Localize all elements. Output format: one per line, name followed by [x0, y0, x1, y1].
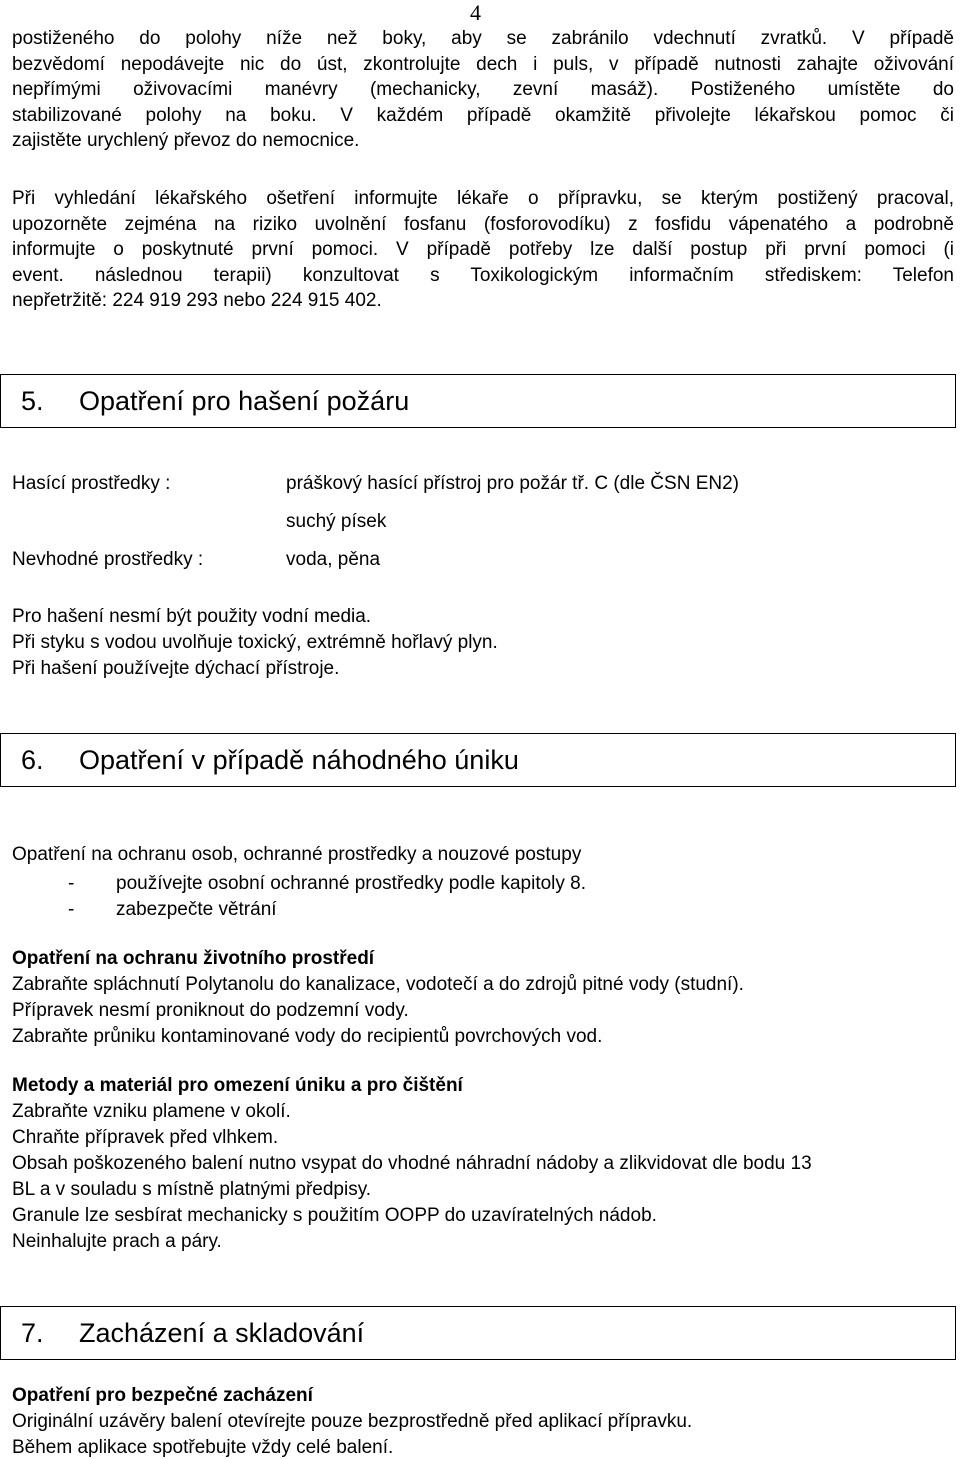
- text-line: zajistěte urychlený převoz do nemocnice.: [12, 130, 360, 152]
- extinguishing-media-value: práškový hasící přístroj pro požár tř. C (dle ČSN EN2): [286, 473, 739, 494]
- cleanup-line: Neinhalujte prach a páry.: [12, 1231, 222, 1252]
- section-5-heading: [0, 374, 956, 428]
- text-line: informujte o poskytnuté první pomoci. V případě potřeby lze další postup při první pomoci (i: [12, 239, 954, 261]
- list-item: zabezpečte větrání: [116, 899, 277, 920]
- text-line: nepřímými oživovacími manévry (mechanicky, zevní masáž). Postiženého umístěte do: [12, 79, 954, 101]
- fire-note: Při hašení používejte dýchací přístroje.: [12, 658, 340, 679]
- section-title: Zacházení a skladování: [79, 1317, 365, 1348]
- handling-line: Během aplikace spotřebujte vždy celé balení.: [12, 1437, 394, 1458]
- cleanup-line: Granule lze sesbírat mechanicky s použitím OOPP do uzavíratelných nádob.: [12, 1205, 657, 1226]
- fire-note: Při styku s vodou uvolňuje toxický, extrémně hořlavý plyn.: [12, 632, 498, 653]
- section-number: 6.: [21, 744, 44, 775]
- page-number: 4: [470, 0, 481, 25]
- env-line: Zabraňte spláchnutí Polytanolu do kanalizace, vodotečí a do zdrojů pitné vody (studní).: [12, 974, 744, 995]
- extinguishing-media-value: suchý písek: [286, 511, 387, 532]
- section-7-heading: [0, 1306, 956, 1360]
- list-item: -: [68, 899, 75, 920]
- medical-info-paragraph: [12, 186, 954, 314]
- section-6-heading: [0, 733, 956, 787]
- text-line: postiženého do polohy níže než boky, aby se zabránilo vdechnutí zvratků. V případě: [12, 28, 954, 49]
- text-line: Při vyhledání lékařského ošetření informujte lékaře o přípravku, se kterým postižený pracoval,: [12, 188, 954, 209]
- env-line: Přípravek nesmí proniknout do podzemní vody.: [12, 1000, 409, 1021]
- text-line: nepřetržitě: 224 919 293 nebo 224 915 402.: [12, 290, 382, 312]
- cleanup-methods-heading: Metody a materiál pro omezení úniku a pro čištění: [12, 1075, 463, 1096]
- extinguishing-media-label: Hasící prostředky :: [12, 473, 171, 494]
- list-item: používejte osobní ochranné prostředky podle kapitoly 8.: [116, 873, 587, 894]
- text-line: upozorněte zejména na riziko uvolnění fosfanu (fosforovodíku) z fosfidu vápenatého a podrobně: [12, 213, 954, 235]
- first-aid-paragraph: [12, 26, 954, 154]
- fire-note: Pro hašení nesmí být použity vodní media.: [12, 606, 372, 627]
- env-precautions-heading: Opatření na ochranu životního prostředí: [12, 948, 375, 969]
- cleanup-line: Zabraňte vzniku plamene v okolí.: [12, 1101, 291, 1122]
- personal-precautions-heading: Opatření na ochranu osob, ochranné prostředky a nouzové postupy: [12, 844, 582, 865]
- cleanup-line: Obsah poškozeného balení nutno vsypat do vhodné náhradní nádoby a zlikvidovat dle bodu 13: [12, 1153, 812, 1174]
- section-title: Opatření pro hašení požáru: [79, 385, 410, 416]
- cleanup-line: BL a v souladu s místně platnými předpisy.: [12, 1179, 372, 1200]
- section-number: 7.: [21, 1317, 44, 1348]
- text-line: event. následnou terapii) konzultovat s Toxikologickým informačním střediskem: Telefon: [12, 264, 954, 286]
- cleanup-line: Chraňte přípravek před vlhkem.: [12, 1127, 279, 1148]
- list-item: -: [68, 873, 75, 894]
- text-line: bezvědomí nepodávejte nic do úst, zkontrolujte dech i puls, v případě nutnosti zahajte oživování: [12, 53, 954, 75]
- unsuitable-media-value: voda, pěna: [286, 549, 381, 570]
- section-number: 5.: [21, 385, 44, 416]
- text-line: stabilizované polohy na boku. V každém případě okamžitě přivolejte lékařskou pomoc či: [12, 104, 954, 126]
- handling-line: Originální uzávěry balení otevírejte pouze bezprostředně před aplikací přípravku.: [12, 1411, 693, 1432]
- env-line: Zabraňte průniku kontaminované vody do recipientů povrchových vod.: [12, 1026, 603, 1047]
- safe-handling-heading: Opatření pro bezpečné zacházení: [12, 1385, 313, 1406]
- section-title: Opatření v případě náhodného úniku: [79, 744, 519, 775]
- unsuitable-media-label: Nevhodné prostředky :: [12, 549, 204, 570]
